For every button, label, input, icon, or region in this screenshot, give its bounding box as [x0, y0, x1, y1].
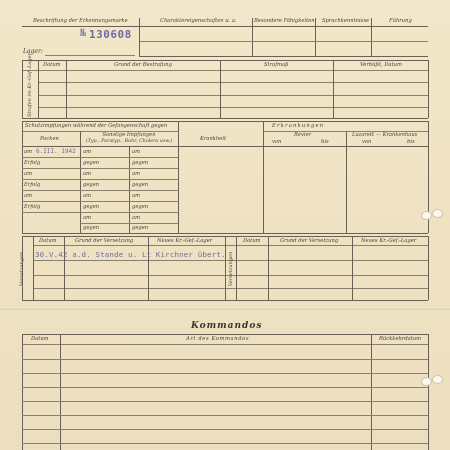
kommandos-border — [428, 334, 429, 450]
impfung-label: Erfolg — [24, 160, 41, 166]
header-divider — [371, 18, 372, 56]
revier-bis: bis — [321, 139, 329, 145]
strafen-top-rule — [22, 60, 428, 61]
strafen-datum-header: Datum — [43, 62, 61, 68]
punch-hole — [421, 211, 432, 220]
versetzung-divider — [225, 236, 226, 300]
kommandos-title: Kommandos — [191, 321, 263, 331]
versetzung-grund-header: Grund der Versetzung — [280, 238, 339, 244]
kommandos-art-header: Art des Kommandos — [186, 336, 250, 342]
erkrankungen-title: Erkrankungen — [272, 123, 325, 129]
kommandos-row-rule — [22, 429, 428, 430]
punch-hole — [432, 375, 443, 384]
impfung-row-rule — [80, 223, 178, 224]
versetzung-side-label: Versetzungen — [19, 251, 25, 287]
header-divider — [252, 18, 253, 56]
punch-hole — [432, 209, 443, 218]
strafen-row-rule — [38, 107, 428, 108]
impfung-date-stamp: 6.III. 1942 — [36, 148, 76, 155]
strafen-border — [22, 60, 23, 118]
versetzung-divider — [352, 236, 353, 300]
strafen-border — [428, 60, 429, 118]
header-rule — [139, 41, 428, 42]
impfung-label: am — [83, 149, 92, 155]
impfung-label: am — [24, 171, 33, 177]
impfung-label: am — [83, 193, 92, 199]
lager-line — [45, 55, 135, 56]
impfung-label: am — [83, 171, 92, 177]
impfung-divider — [80, 131, 81, 233]
versetzung-grund-header: Grund der Versetzung — [75, 238, 134, 244]
versetzung-divider — [33, 236, 34, 300]
impfung-label: am — [132, 193, 141, 199]
kommandos-divider — [60, 334, 61, 450]
impfung-divider — [178, 121, 179, 233]
kommandos-row-rule — [22, 443, 428, 444]
versetzung-datum-header: Datum — [39, 238, 57, 244]
kommandos-datum-header: Datum — [31, 336, 49, 342]
lazarett-bis: bis — [407, 139, 415, 145]
sonstige-sub-header: (Typ., Paratyp., Ruhr, Cholera usw.) — [85, 139, 173, 144]
header-charakter-label: Charaktereigenschaften u. a. — [160, 18, 237, 24]
impfung-row-rule — [22, 157, 178, 158]
kommandos-top-rule — [22, 334, 428, 335]
versetzung-entry: 30.V.42 a.d. Stande u. Lt Kirchner übert. — [35, 250, 226, 259]
kommandos-row-rule — [22, 373, 428, 374]
impfung-label: Erfolg — [24, 182, 41, 188]
header-fuehrung-label: Führung — [389, 18, 412, 24]
impfung-border — [22, 121, 23, 233]
id-number: 130608 — [89, 28, 132, 41]
strafen-divider — [333, 60, 334, 118]
strafen-strafmass-header: Strafmaß — [264, 62, 289, 68]
impfung-top-rule — [22, 121, 428, 122]
impfung-label: gegen — [83, 204, 100, 210]
versetzung-neues-header: Neues Kr.-Gef.-Lager — [361, 238, 417, 244]
impfung-label: gegen — [132, 225, 149, 231]
impfung-label: am — [24, 193, 33, 199]
impfung-label: gegen — [83, 160, 100, 166]
header-faehigkeiten-label: Besondere Fähigkeiten — [254, 18, 315, 24]
impfung-row-rule — [22, 168, 178, 169]
header-divider — [139, 18, 140, 56]
lager-label: Lager: — [23, 48, 43, 55]
impfung-label: am — [83, 215, 92, 221]
impfung-label: am — [24, 149, 33, 155]
lazarett-von: von — [362, 139, 372, 145]
sonstige-header: Sonstige Impfungen — [102, 132, 156, 138]
impfung-label: gegen — [83, 225, 100, 231]
impfung-label: Erfolg — [24, 204, 41, 210]
lazarett-header: Lazarett — Krankenhaus — [352, 132, 418, 138]
erkrankung-divider — [346, 131, 347, 233]
impfung-header-rule — [22, 146, 428, 147]
impfung-row-rule — [22, 201, 178, 202]
paper-fold — [0, 307, 450, 310]
impfung-label: gegen — [132, 204, 149, 210]
kommandos-row-rule — [22, 359, 428, 360]
strafen-row-rule — [38, 95, 428, 96]
erkrankung-divider — [263, 121, 264, 233]
impfung-row-rule — [22, 212, 178, 213]
revier-von: von — [272, 139, 282, 145]
versetzung-bottom-rule — [22, 300, 428, 301]
kommandos-row-rule — [22, 401, 428, 402]
strafen-header-rule — [22, 70, 428, 71]
header-sprachen-label: Sprachkenntnisse — [322, 18, 370, 24]
versetzung-divider — [268, 236, 269, 300]
impfung-label: am — [132, 171, 141, 177]
impfung-row-rule — [22, 190, 178, 191]
revier-header: Revier — [294, 132, 312, 138]
strafen-side-label: Strafen im Kr.-Gef.-Lager — [27, 53, 33, 117]
versetzung-side-label: Versetzungen — [228, 251, 234, 287]
versetzung-divider — [236, 236, 237, 300]
impfung-label: am — [132, 215, 141, 221]
impfung-row-rule — [22, 179, 178, 180]
versetzung-datum-header: Datum — [243, 238, 261, 244]
impfung-label: am — [132, 149, 141, 155]
strafen-row-rule — [38, 82, 428, 83]
kommandos-row-rule — [22, 387, 428, 388]
versetzung-neues-header: Neues Kr.-Gef.-Lager — [157, 238, 213, 244]
strafen-bottom-rule — [22, 118, 428, 119]
kommandos-border — [22, 334, 23, 450]
header-divider — [315, 18, 316, 56]
strafen-divider — [220, 60, 221, 118]
impfungen-title: Schutzimpfungen während der Gefangenschaft gegen — [25, 123, 168, 129]
kommandos-rueckkehr-header: Rückkehrdatum — [379, 336, 422, 342]
header-rule — [139, 56, 428, 57]
impfung-label: gegen — [132, 160, 149, 166]
header-beschriftung-label: Beschriftung der Erkennungsmarke — [33, 18, 128, 24]
strafen-grund-header: Grund der Bestrafung — [114, 62, 172, 68]
impfung-label: gegen — [83, 182, 100, 188]
kommandos-header-rule — [22, 344, 428, 345]
strafen-verbuesst-header: Verbüßt, Datum — [360, 62, 402, 68]
pocken-header: Pocken — [40, 136, 59, 142]
punch-hole — [421, 377, 432, 386]
kommandos-divider — [371, 334, 372, 450]
versetzung-divider — [64, 236, 65, 300]
krankheit-header: Krankheit — [200, 136, 227, 142]
id-number-prefix: № — [80, 28, 87, 39]
kommandos-row-rule — [22, 415, 428, 416]
header-rule — [22, 26, 428, 27]
impfung-label: gegen — [132, 182, 149, 188]
strafen-divider — [66, 60, 67, 118]
versetzung-border — [428, 236, 429, 300]
strafen-divider — [38, 60, 39, 118]
impfung-bottom-rule — [22, 233, 428, 234]
versetzung-divider — [148, 236, 149, 300]
